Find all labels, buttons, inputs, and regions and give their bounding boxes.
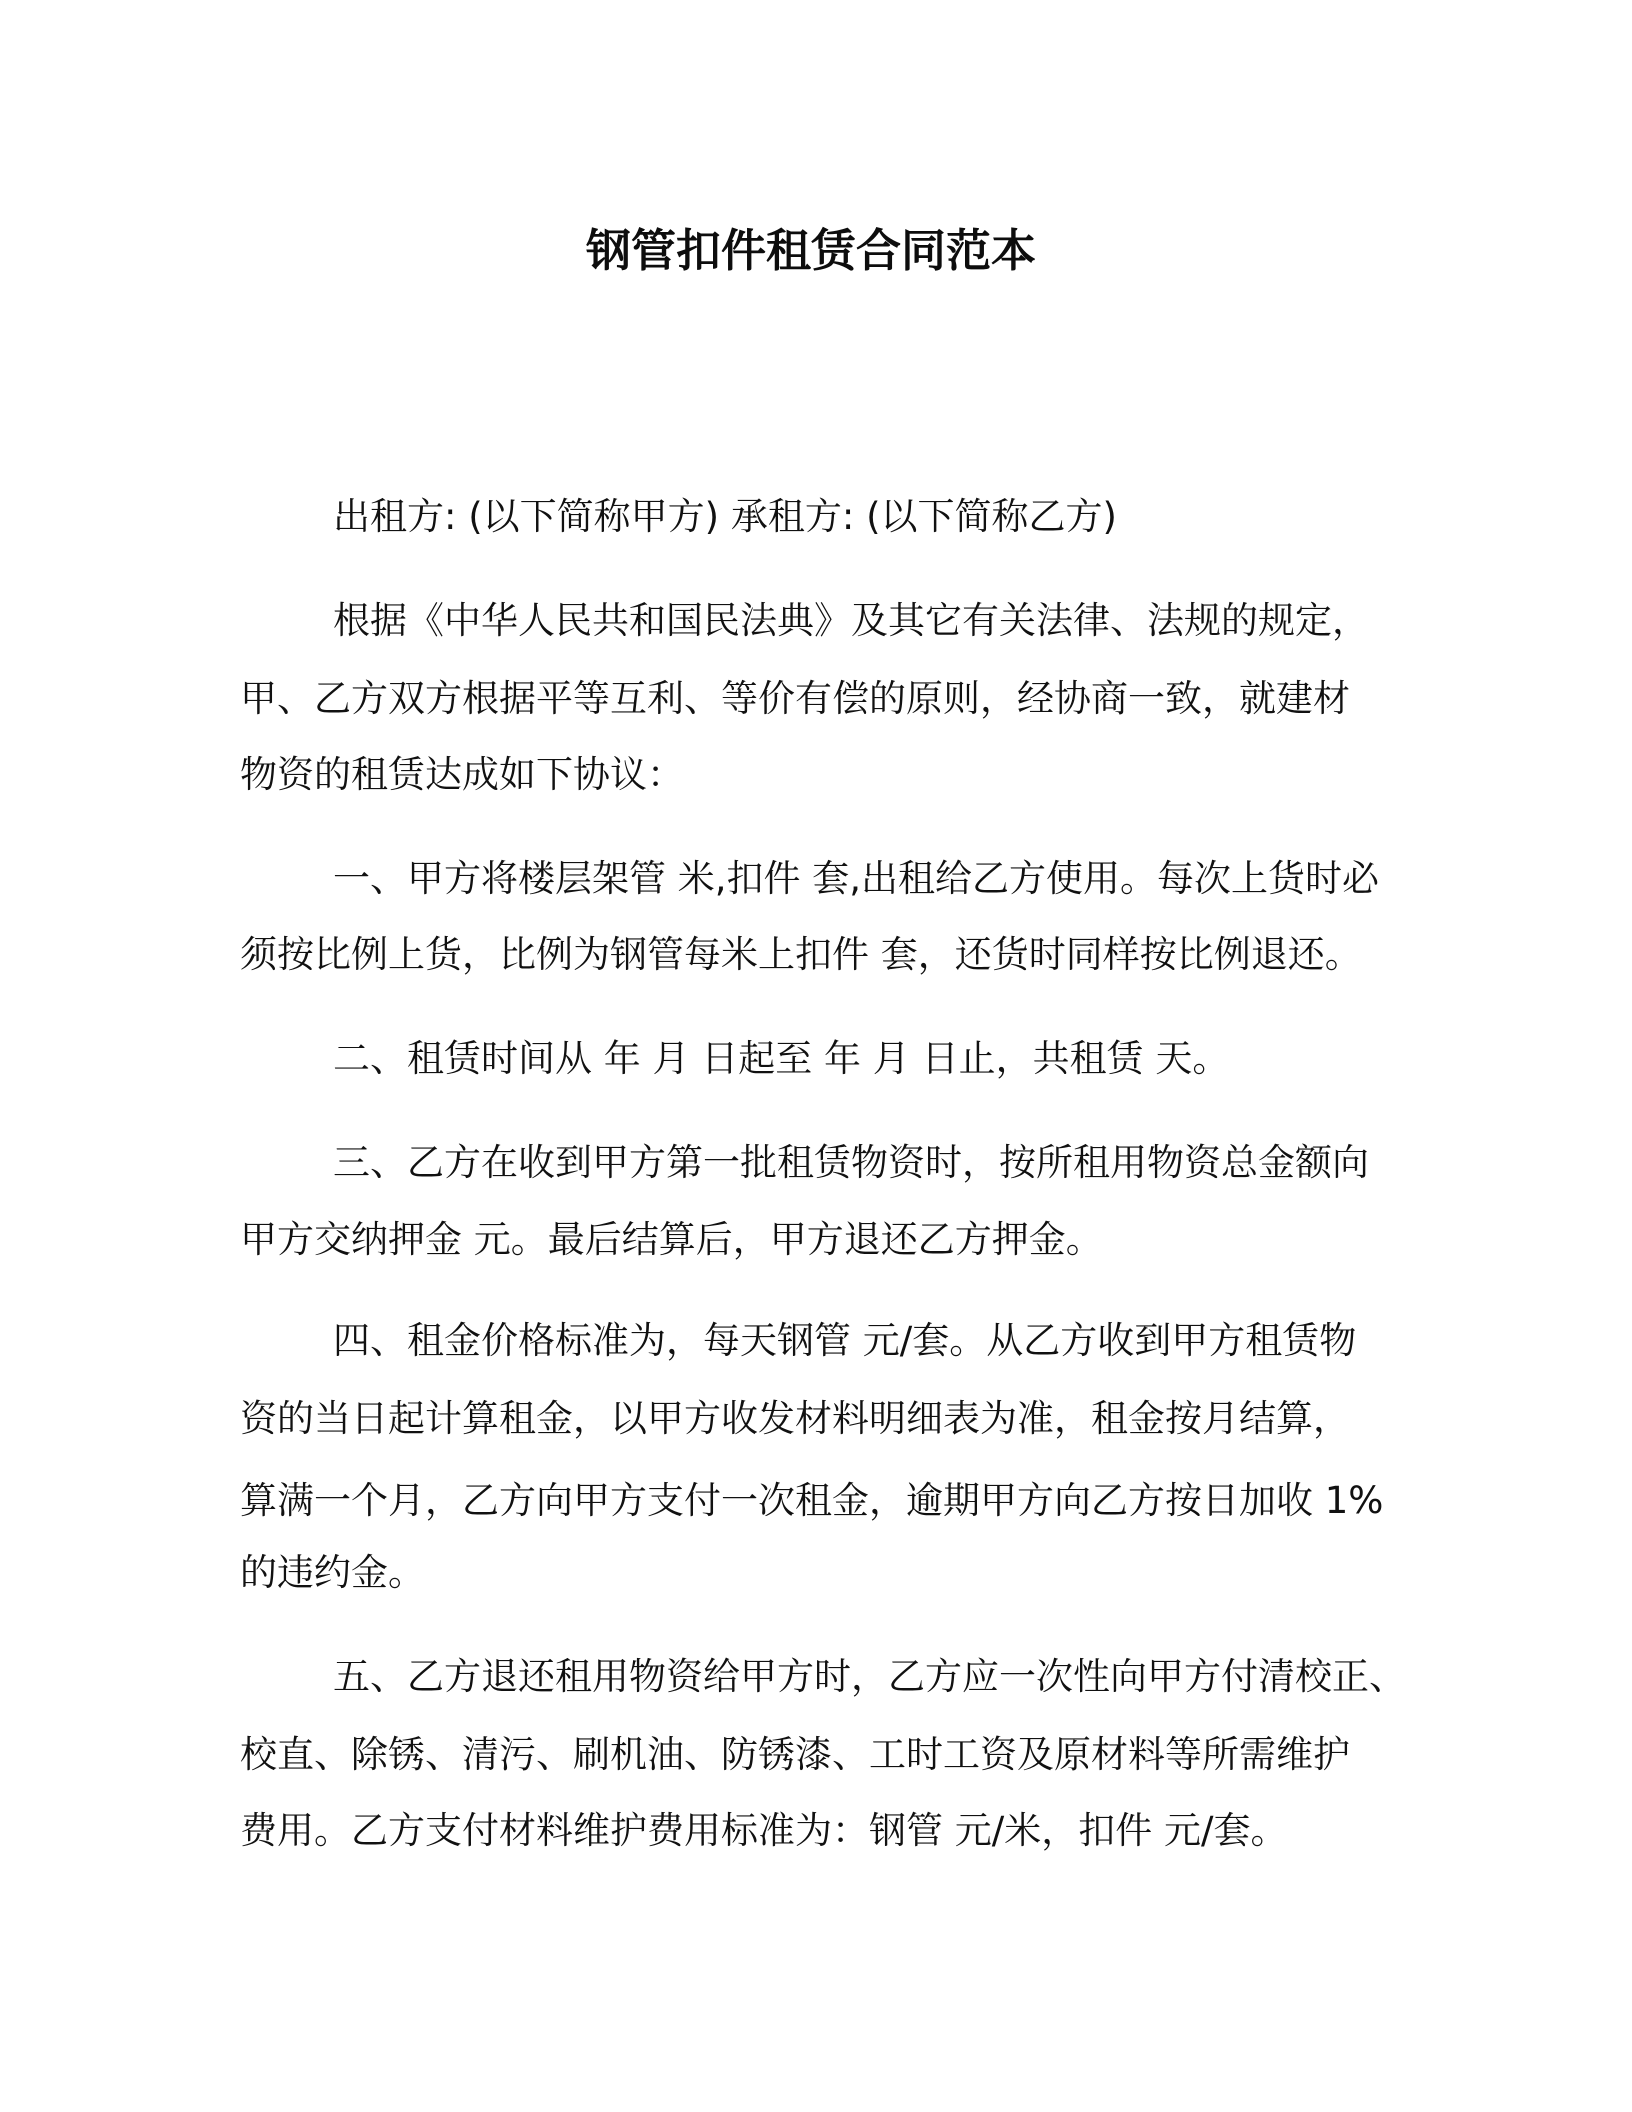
clause-4-line-4: 的违约金。 [240, 1551, 425, 1594]
paragraph-preamble-line-2: 甲、乙方双方根据平等互利、等价有偿的原则，经协商一致，就建材 [240, 677, 1350, 720]
document-title: 钢管扣件租赁合同范本 [585, 224, 1036, 277]
clause-4-line-2: 资的当日起计算租金，以甲方收发材料明细表为准，租金按月结算， [240, 1397, 1350, 1440]
clause-1-line-1: 一、甲方将楼层架管 米,扣件 套,出租给乙方使用。每次上货时必 [333, 857, 1380, 900]
clause-5-line-3: 费用。乙方支付材料维护费用标准为：钢管 元/米，扣件 元/套。 [240, 1809, 1288, 1852]
parties-line: 出租方: (以下简称甲方) 承租方: (以下简称乙方) [333, 495, 1117, 538]
clause-3-line-2: 甲方交纳押金 元。最后结算后，甲方退还乙方押金。 [240, 1218, 1103, 1261]
clause-2-line-1: 二、租赁时间从 年 月 日起至 年 月 日止，共租赁 天。 [333, 1037, 1230, 1080]
paragraph-preamble-line-1: 根据《中华人民共和国民法典》及其它有关法律、法规的规定， [333, 599, 1369, 642]
clause-5-line-1: 五、乙方退还租用物资给甲方时，乙方应一次性向甲方付清校正、 [333, 1655, 1406, 1698]
clause-4-line-3: 算满一个月，乙方向甲方支付一次租金，逾期甲方向乙方按日加收 1% [240, 1479, 1384, 1522]
clause-1-line-2: 须按比例上货，比例为钢管每米上扣件 套，还货时同样按比例退还。 [240, 933, 1362, 976]
clause-5-line-2: 校直、除锈、清污、刷机油、防锈漆、工时工资及原材料等所需维护 [240, 1733, 1350, 1776]
clause-4-line-1: 四、租金价格标准为，每天钢管 元/套。从乙方收到甲方租赁物 [333, 1319, 1357, 1362]
clause-3-line-1: 三、乙方在收到甲方第一批租赁物资时，按所租用物资总金额向 [333, 1141, 1369, 1184]
paragraph-preamble-line-3: 物资的租赁达成如下协议： [240, 753, 684, 796]
